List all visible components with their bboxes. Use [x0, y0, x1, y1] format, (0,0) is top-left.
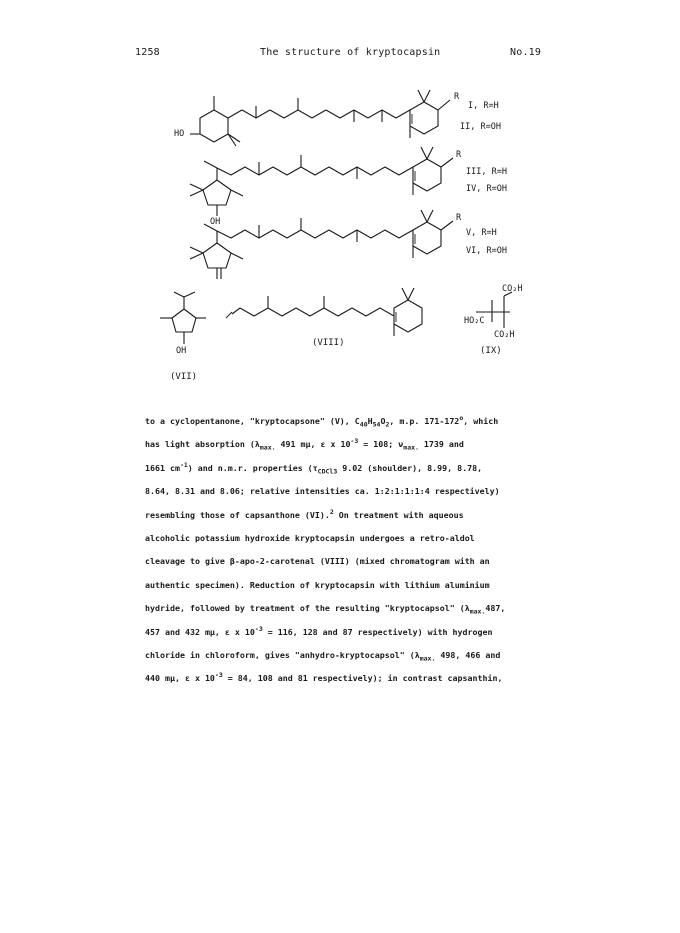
structure-v-vi: [190, 210, 453, 279]
text-line: resembling those of capsanthone (VI).$^2$ On treatment with aqueous: [145, 507, 464, 520]
text-line: authentic specimen). Reduction of kryptocapsin with lithium aluminium: [145, 579, 490, 590]
compound-label-vii: (VII): [170, 372, 198, 382]
oh-label-small: OH: [176, 346, 187, 356]
compound-label-iv: IV, R=OH: [466, 184, 507, 194]
text-line: 8.64, 8.31 and 8.06; relative intensities ca. 1:2:1:1:1:4 respectively): [145, 486, 500, 497]
co2h-label-top: CO₂H: [502, 284, 523, 294]
compound-label-vi: VI, R=OH: [466, 246, 507, 256]
text-line: to a cyclopentanone, "kryptocapsone" (V), $C_{40}H_{54}O_2$, m.p. 171-172$^o$, which: [145, 414, 499, 429]
text-line: hydride, followed by treatment of the resulting "kryptocapsol" ($\lambda_{max.}487$,: [145, 603, 506, 616]
text-line: 440 mμ, ε x $10^{-3} = 84$, 108 and 81 respectively); in contrast capsanthin,: [145, 671, 503, 684]
r-label-row2: R: [456, 150, 462, 160]
ho-label: HO: [174, 129, 185, 139]
r-label-row3: R: [456, 213, 462, 223]
structure-vii: [160, 292, 206, 344]
structure-i-ii: [190, 90, 450, 146]
r-label-row1: R: [454, 92, 460, 102]
text-line: alcoholic potassium hydroxide kryptocapsin undergoes a retro-aldol: [145, 532, 475, 543]
oh-label-row2: OH: [210, 217, 221, 227]
text-line: 1661 $cm^{-1}$) and n.m.r. properties ($\tau_{CDCl3}$ 9.02 (shoulder), 8.99, 8.78,: [145, 461, 483, 476]
text-line: 457 and 432 mμ, ε x $10^{-3} = 116$, 128 and 87 respectively) with hydrogen: [145, 624, 493, 637]
ho2c-label: HO₂C: [464, 316, 485, 326]
text-line: has light absorption ($\lambda_{max.}$ 491 mμ, ε x $10^{-3} = 108$; $\nu_{max.}$ 1739 and: [145, 437, 464, 453]
page-number: 1258: [135, 47, 160, 58]
running-title: The structure of kryptocapsin: [260, 47, 441, 58]
compound-label-i: I, R=H: [468, 101, 499, 111]
compound-label-ix: (IX): [480, 346, 502, 356]
compound-label-ii: II, R=OH: [460, 122, 501, 132]
text-line: chloride in chloroform, gives "anhydro-kryptocapsol" ($\lambda_{max.}$ 498, 466 and: [145, 649, 501, 663]
text-line: cleavage to give β-apo-2-carotenal (VIII) (mixed chromatogram with an: [145, 556, 490, 567]
compound-label-v: V, R=H: [466, 228, 497, 238]
compound-label-viii: (VIII): [312, 338, 345, 348]
body-text: [145, 410, 540, 691]
issue-number: No.19: [510, 47, 542, 58]
compound-label-iii: III, R=H: [466, 167, 507, 177]
structure-viii: [232, 288, 422, 336]
co2h-label-bottom: CO₂H: [494, 330, 515, 340]
structure-iii-iv: [190, 147, 453, 216]
